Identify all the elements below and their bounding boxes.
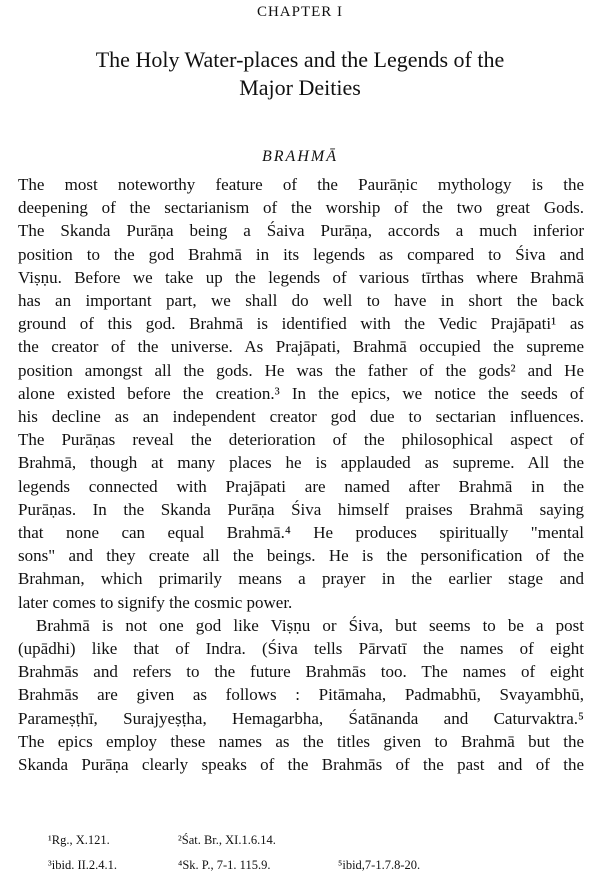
body-line: The Purāṇas reveal the deterioration of the philosophical aspect of (18, 430, 584, 450)
footnote-4: ⁴Sk. P., 7-1. 115.9. (178, 858, 271, 872)
body-line: Brahmās and refers to the future Brahmās too. The names of eight (18, 662, 584, 682)
body-line: sons" and they create all the beings. He is the personification of the (18, 546, 584, 566)
body-text (18, 173, 584, 776)
chapter-title-line-1: The Holy Water-places and the Legends of the (95, 47, 505, 72)
footnote-2: ²Śat. Br., XI.1.6.14. (178, 833, 276, 847)
body-line: The most noteworthy feature of the Paurāṇic mythology is the (18, 175, 584, 194)
body-line: Brahmā, though at many places he is applauded as supreme. All the (18, 453, 584, 473)
footnote-5: ⁵ibid,7-1.7.8-20. (338, 858, 421, 872)
body-line: alone existed before the creation.³ In the epics, we notice the seeds of (18, 383, 584, 403)
body-line: Brahmās are given as follows : Pitāmaha, Padmabhū, Svayambhū, (18, 685, 584, 705)
footnote-row (48, 853, 588, 878)
body-line: Viṣṇu. Before we take up the legends of various tīrthas where Brahmā (18, 267, 584, 287)
body-line: position to the god Brahmā in its legends as compared to Śiva and (18, 244, 584, 264)
footnote-3: ³ibid. II.2.4.1. (48, 858, 118, 872)
footnote-row (48, 828, 588, 853)
body-line: Brahman, which primarily means a prayer in the earlier stage and (18, 569, 584, 589)
body-line: (upādhi) like that of Indra. (Śiva tells Pārvatī the names of eight (18, 639, 584, 659)
section-heading: BRAHMĀ (262, 148, 338, 165)
body-line: Purāṇas. In the Skanda Purāṇa Śiva himself praises Brahmā saying (18, 499, 584, 519)
body-line: later comes to signify the cosmic power. (18, 592, 293, 612)
body-line: Brahmā is not one god like Viṣṇu or Śiva, but seems to be a post (36, 615, 584, 635)
footnotes (48, 828, 588, 878)
chapter-title-line-2: Major Deities (239, 75, 361, 100)
body-line: that none can equal Brahmā.⁴ He produces spiritually "mental (18, 523, 584, 543)
body-line: the creator of the universe. As Prajāpati, Brahmā occupied the supreme (18, 337, 584, 357)
body-line: deepening of the sectarianism of the worship of the two great Gods. (18, 198, 584, 218)
body-line: The Skanda Purāṇa being a Śaiva Purāṇa, accords a much inferior (18, 221, 584, 241)
body-line: his decline as an independent creator god due to sectarian influences. (18, 407, 584, 427)
body-line: The epics employ these names as the titles given to Brahmā but the (18, 731, 584, 751)
body-line: Parameṣṭhī, Surajyeṣṭha, Hemagarbha, Śatānanda and Caturvaktra.⁵ (18, 708, 584, 728)
chapter-label: CHAPTER I (256, 4, 344, 20)
body-line: ground of this god. Brahmā is identified with the Vedic Prajāpati¹ as (18, 314, 584, 334)
body-line: has an important part, we shall do well to have in short the back (18, 291, 584, 311)
chapter-title (0, 46, 600, 102)
body-line: legends connected with Prajāpati are named after Brahmā in the (18, 476, 584, 496)
body-line: position amongst all the gods. He was the father of the gods² and He (18, 360, 584, 380)
body-line: Skanda Purāṇa clearly speaks of the Brahmās of the past and of the (18, 755, 584, 775)
footnote-1: ¹Rg., X.121. (48, 833, 110, 847)
